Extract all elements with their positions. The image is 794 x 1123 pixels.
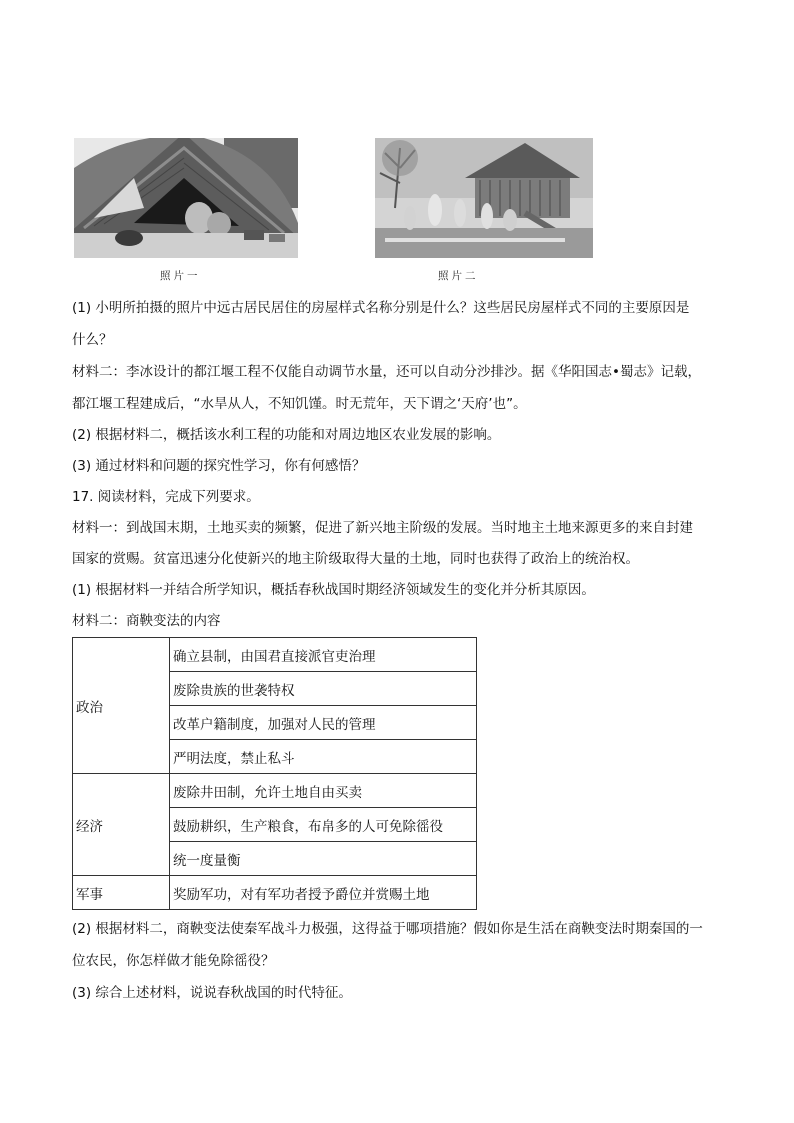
material-2-title: 材料二：商鞅变法的内容 xyxy=(72,613,221,629)
table-row xyxy=(73,876,477,910)
question-17-3: (3) 综合上述材料，说说春秋战国的时代特征。 xyxy=(72,985,352,1001)
question-17-heading: 17. 阅读材料，完成下列要求。 xyxy=(72,489,260,505)
table-row xyxy=(73,638,477,672)
material-2-line-1: 材料二：李冰设计的都江堰工程不仅能自动调节水量，还可以自动分沙排沙。据《华阳国志•蜀志》记载， xyxy=(72,364,701,380)
table-cell: 改革户籍制度，加强对人民的管理 xyxy=(170,706,477,740)
question-17-2-line-1: (2) 根据材料二，商鞅变法使秦军战斗力极强，这得益于哪项措施？假如你是生活在商鞅变法时期秦国的一 xyxy=(72,921,703,937)
photo-caption-2: 照片二 xyxy=(438,270,479,282)
question-1-line-2: 什么？ xyxy=(72,332,113,348)
stilt-house-photo xyxy=(375,138,593,258)
question-1-line-1: (1) 小明所拍摄的照片中远古居民居住的房屋样式名称分别是什么？这些居民房屋样式不同的主要原因是 xyxy=(72,300,690,316)
table-cell: 严明法度，禁止私斗 xyxy=(170,740,477,774)
material-1-line-2: 国家的赏赐。贫富迅速分化使新兴的地主阶级取得大量的土地，同时也获得了政治上的统治权。 xyxy=(72,551,639,567)
material-1-line-1: 材料一：到战国末期，土地买卖的频繁，促进了新兴地主阶级的发展。当时地主土地来源更多的来自封建 xyxy=(72,520,693,536)
shang-yang-reform-table xyxy=(72,637,477,910)
question-17-2-line-2: 位农民，你怎样做才能免除徭役？ xyxy=(72,953,275,969)
table-cell: 鼓励耕织，生产粮食，布帛多的人可免除徭役 xyxy=(170,808,477,842)
question-3: (3) 通过材料和问题的探究性学习，你有何感悟？ xyxy=(72,458,366,474)
table-cell: 确立县制，由国君直接派官吏治理 xyxy=(170,638,477,672)
material-2-line-2: 都江堰工程建成后，“水旱从人，不知饥馑。时无荒年，天下谓之‘天府’也”。 xyxy=(72,396,527,412)
category-economy: 经济 xyxy=(73,774,170,876)
category-politics: 政治 xyxy=(73,638,170,774)
table-cell: 废除井田制，允许土地自由买卖 xyxy=(170,774,477,808)
table-cell: 统一度量衡 xyxy=(170,842,477,876)
question-2: (2) 根据材料二，概括该水利工程的功能和对周边地区农业发展的影响。 xyxy=(72,427,501,443)
table-cell: 废除贵族的世袭特权 xyxy=(170,672,477,706)
table-cell: 奖励军功，对有军功者授予爵位并赏赐土地 xyxy=(170,876,477,910)
photo-caption-1: 照片一 xyxy=(160,270,201,282)
thatched-hut-photo xyxy=(74,138,298,258)
table-row xyxy=(73,774,477,808)
question-17-1: (1) 根据材料一并结合所学知识，概括春秋战国时期经济领域发生的变化并分析其原因。 xyxy=(72,582,595,598)
category-military: 军事 xyxy=(73,876,170,910)
